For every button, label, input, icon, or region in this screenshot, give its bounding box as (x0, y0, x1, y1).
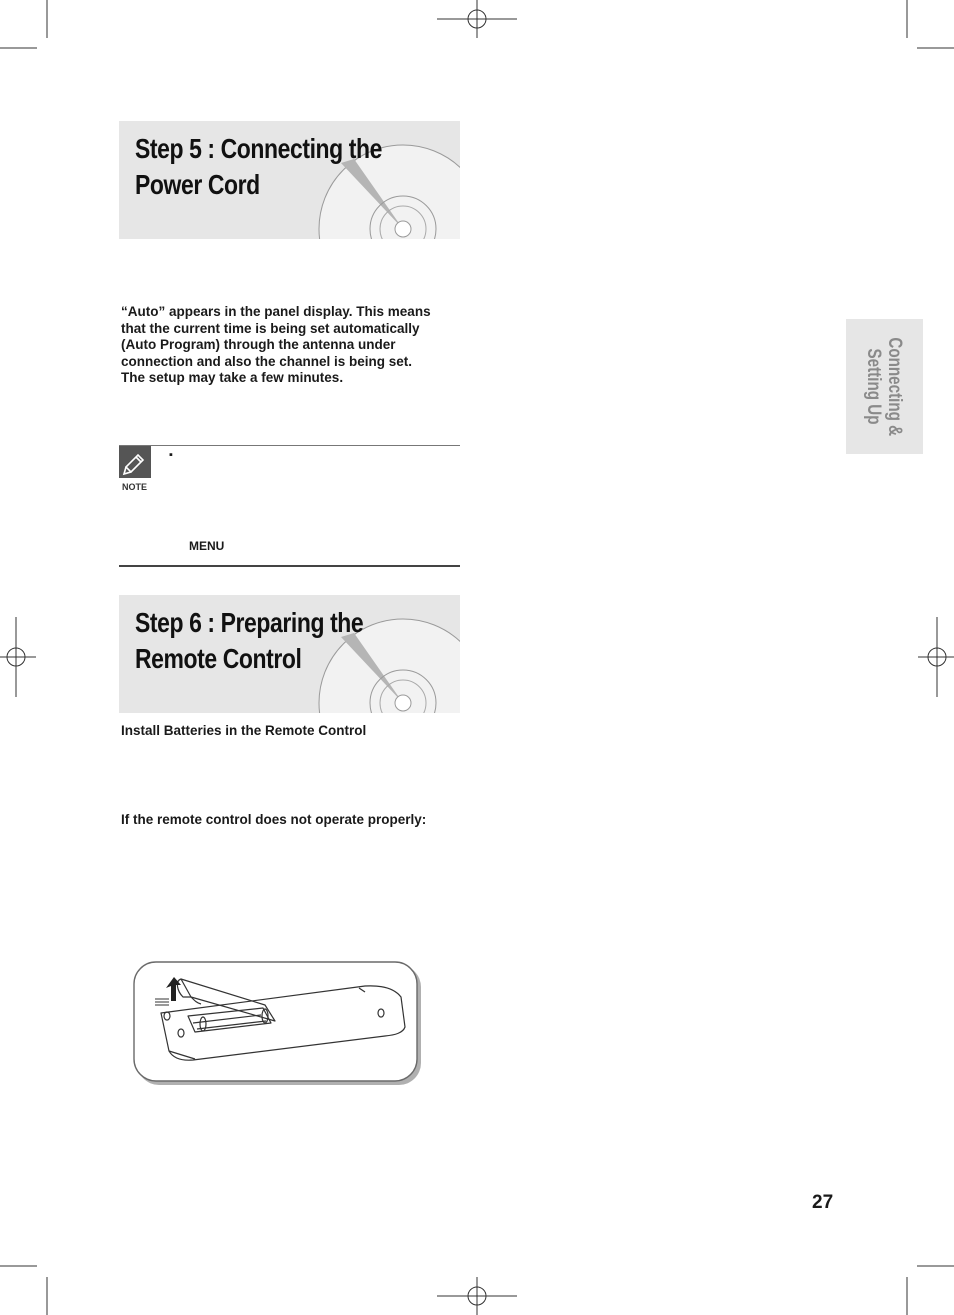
side-tab-text (846, 319, 923, 454)
note-label: NOTE (122, 482, 148, 492)
auto-paragraph-line: The setup may take a few minutes. (121, 370, 344, 386)
note-bottom-rule (119, 565, 460, 567)
step5-title-line1: Step 5 : Connecting the (135, 133, 382, 164)
auto-paragraph-line: (Auto Program) through the antenna under (121, 337, 396, 353)
note-top-rule (119, 445, 460, 446)
section-side-tab (846, 319, 923, 454)
step6-title-line1: Step 6 : Preparing the (135, 607, 364, 638)
remote-battery-cover-image (133, 961, 423, 1087)
troubleshoot-heading: If the remote control does not operate properly: (121, 812, 427, 827)
auto-paragraph-line: connection and also the channel is being set. (121, 353, 413, 369)
remote-control-illustration (133, 961, 423, 1087)
auto-paragraph-line: “Auto” appears in the panel display. This means (121, 304, 431, 319)
step6-title-line2: Remote Control (135, 643, 302, 674)
install-batteries-heading: Install Batteries in the Remote Control (121, 723, 367, 738)
note-bullet: ▪ (169, 449, 173, 461)
page-number: 27 (812, 1192, 834, 1213)
step5-title (135, 131, 382, 203)
pencil-icon (119, 446, 151, 478)
step6-banner (119, 595, 460, 713)
auto-paragraph-line: that the current time is being set automatically (121, 320, 420, 336)
step6-title (135, 605, 363, 677)
side-tab-line2: Setting Up (863, 348, 885, 425)
step5-banner (119, 121, 460, 239)
auto-paragraph (121, 304, 461, 387)
step5-title-line2: Power Cord (135, 169, 260, 200)
note-icon-box (119, 446, 151, 478)
menu-label: MENU (189, 539, 225, 553)
side-tab-line1: Connecting & (884, 337, 906, 436)
